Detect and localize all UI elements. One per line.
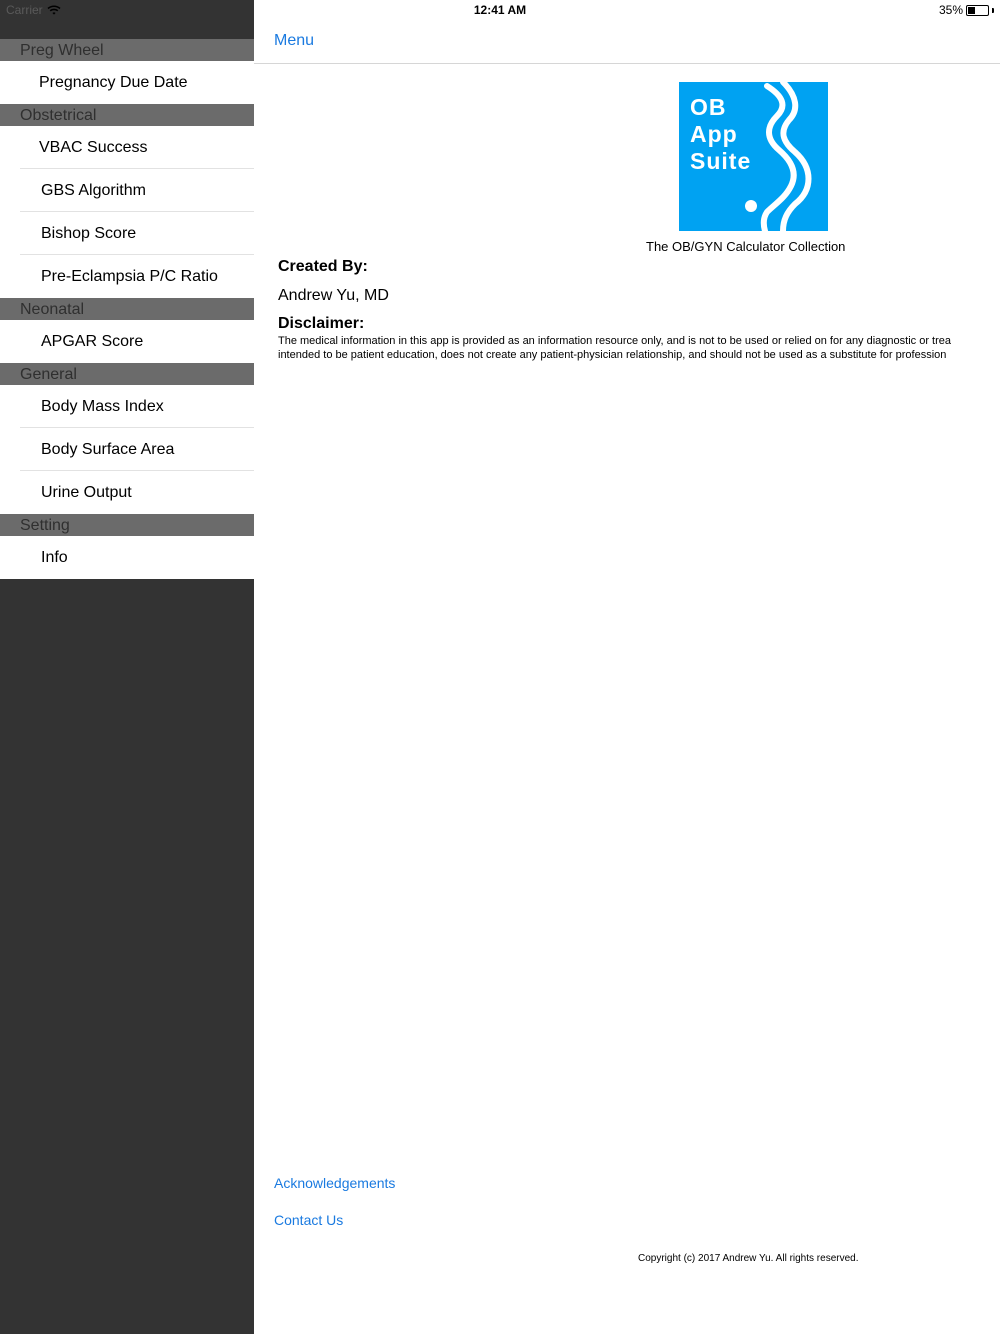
section-setting (0, 536, 254, 579)
sidebar-item-label: Info (41, 549, 68, 566)
app-logo (679, 82, 828, 231)
logo-text: OB App Suite (690, 94, 752, 174)
created-by-label: Created By: (278, 258, 368, 275)
disclaimer-label: Disclaimer: (278, 315, 365, 332)
app-tagline: The OB/GYN Calculator Collection (646, 239, 846, 254)
carrier-label: Carrier (6, 3, 43, 17)
section-header-setting: Setting (0, 514, 254, 536)
sidebar-item-label: Body Surface Area (41, 441, 175, 458)
sidebar-item-label: VBAC Success (39, 139, 148, 156)
sidebar-item-pregnancy-due-date[interactable] (0, 61, 254, 104)
section-header-preg-wheel: Preg Wheel (0, 39, 254, 61)
sidebar-item-label: APGAR Score (41, 333, 144, 350)
section-obstetrical (0, 126, 254, 298)
battery-tip (992, 8, 994, 13)
sidebar-item-body-surface-area[interactable] (0, 428, 254, 471)
navigation-bar (254, 20, 1000, 64)
author-name: Andrew Yu, MD (278, 287, 389, 304)
battery-icon (966, 5, 989, 16)
section-header-obstetrical: Obstetrical (0, 104, 254, 126)
status-bar (0, 0, 1000, 20)
section-preg-wheel (0, 61, 254, 104)
disclaimer-text: The medical information in this app is provided as an information resource only, and is not to be used or relied on for any diagnostic or trea intended to be patient education, does not create any patient-physician relationship, and should not be used as a substitute for profession (278, 335, 951, 361)
battery-indicator (939, 3, 994, 17)
carrier-indicator (6, 3, 61, 17)
sidebar-item-label: Urine Output (41, 484, 132, 501)
sidebar-item-label: Body Mass Index (41, 398, 164, 415)
sidebar-item-info[interactable] (0, 536, 254, 579)
sidebar-item-pre-eclampsia-pc-ratio[interactable] (0, 255, 254, 298)
sidebar-item-vbac-success[interactable] (0, 126, 254, 169)
wifi-icon (47, 5, 61, 15)
sidebar-item-label: GBS Algorithm (41, 182, 146, 199)
sidebar-item-label: Bishop Score (41, 225, 137, 242)
acknowledgements-link[interactable]: Acknowledgements (274, 1175, 396, 1191)
sidebar-item-body-mass-index[interactable] (0, 385, 254, 428)
sidebar-menu (0, 0, 254, 1334)
sidebar-item-label: Pregnancy Due Date (39, 74, 188, 91)
section-neonatal (0, 320, 254, 363)
sidebar-item-apgar-score[interactable] (0, 320, 254, 363)
main-content (254, 0, 1000, 1334)
contact-us-link[interactable]: Contact Us (274, 1212, 344, 1228)
menu-button[interactable]: Menu (274, 32, 315, 49)
sidebar-item-label: Pre-Eclampsia P/C Ratio (41, 268, 218, 285)
sidebar-item-urine-output[interactable] (0, 471, 254, 514)
battery-percent: 35% (938, 3, 963, 17)
section-general (0, 385, 254, 514)
section-header-general: General (0, 363, 254, 385)
copyright-text: Copyright (c) 2017 Andrew Yu. All rights reserved. (638, 1253, 859, 1264)
clock: 12:41 AM (473, 3, 527, 17)
section-header-neonatal: Neonatal (0, 298, 254, 320)
sidebar-item-bishop-score[interactable] (0, 212, 254, 255)
sidebar-item-gbs-algorithm[interactable] (0, 169, 254, 212)
